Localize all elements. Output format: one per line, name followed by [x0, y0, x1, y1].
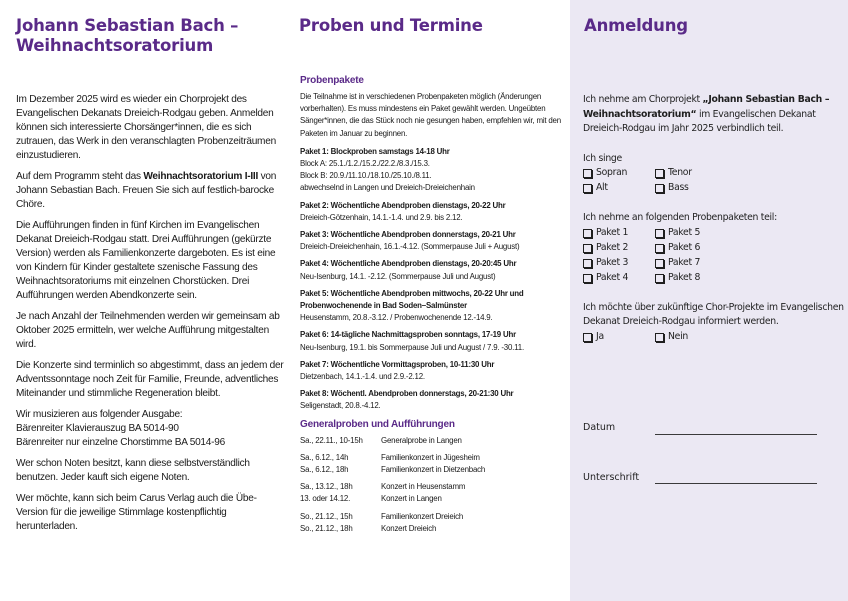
- checkbox-label: Ja: [596, 330, 604, 342]
- intro-text: [16, 93, 288, 541]
- checkbox-label: Paket 4: [596, 271, 629, 283]
- checkbox-square-icon[interactable]: [655, 259, 664, 268]
- checkbox-label: Paket 5: [668, 226, 701, 238]
- text: von Johann Sebastian Bach. Freuen Sie sich auf festlich-barocke Chöre.: [16, 171, 277, 210]
- schedule-event: Konzert in Langen: [381, 494, 442, 504]
- paket-detail: Block A: 25.1./1.2./15.2./22.2./8.3./15.3.: [300, 159, 430, 169]
- schedule-row: [300, 493, 562, 505]
- info-checkbox-ja[interactable]: [583, 330, 655, 345]
- checkbox-label: Paket 7: [668, 256, 701, 268]
- date-label: Datum: [583, 422, 616, 433]
- paragraph-intro: Im Dezember 2025 wird es wieder ein Chorprojekt des Evangelischen Dekanats Dreieich-Rodgau geben. Anmelden können sich interessierte Chorsänger*innen, die es sich zutrauen, das Werk in den veranschlagten Probenzeiträumen einzustudieren.: [16, 94, 276, 161]
- paket-5: [300, 288, 562, 325]
- pakete-intro: Die Teilnahme ist in verschiedenen Probenpaketen möglich (Änderungen vorberhalten). Es muss mindestens ein Paket gewählt werden. Ungeübten Sänger*innen, die das Stück noch nie gesungen haben, empfehlen wir, mit den Paketen im Januar zu beginnen.: [300, 92, 561, 138]
- paket-checkbox-paket-5[interactable]: [655, 226, 755, 241]
- paragraph-assignment: Je nach Anzahl der Teilnehmenden werden wir gemeinsam ab Oktober 2025 ermitteln, wer welche Aufführung mitgestalten wird.: [16, 311, 280, 350]
- voice-checkbox-sopran[interactable]: [583, 166, 655, 181]
- schedule-event: Familienkonzert in Dietzenbach: [381, 465, 486, 475]
- checkbox-square-icon[interactable]: [655, 169, 664, 178]
- checkbox-square-icon[interactable]: [583, 169, 592, 178]
- schedule-event: Generalprobe in Langen: [381, 435, 462, 445]
- info-options: [583, 330, 845, 345]
- checkbox-square-icon[interactable]: [583, 333, 592, 342]
- checkbox-square-icon[interactable]: [583, 229, 592, 238]
- middle-column: [290, 0, 570, 601]
- paket-checkbox-paket-7[interactable]: [655, 256, 755, 271]
- schedule-row: [300, 464, 562, 476]
- paragraph-schedule: Die Konzerte sind terminlich so abgestimmt, dass an jedem der Adventssonntage noch Zeit für Familie, Freunde, adventliches Miteinander und stimmliche Regeneration bleibt.: [16, 360, 284, 399]
- date-field[interactable]: [655, 434, 817, 435]
- paket-checkbox-paket-8[interactable]: [655, 271, 755, 286]
- paket-checkbox-paket-3[interactable]: [583, 256, 655, 271]
- paket-detail: Heusenstamm, 20.8.-3.12. / Probenwochenende 12.-14.9.: [300, 313, 493, 323]
- checkbox-square-icon[interactable]: [583, 259, 592, 268]
- commitment-text: [583, 93, 845, 137]
- pakete-group: [583, 211, 845, 286]
- checkbox-label: Paket 3: [596, 256, 629, 268]
- signature-label: Unterschrift: [583, 472, 640, 483]
- checkbox-square-icon[interactable]: [583, 184, 592, 193]
- paket-detail: abwechselnd in Langen und Dreieich-Dreieichenhain: [300, 183, 475, 193]
- schedule-event: Familienkonzert in Jügesheim: [381, 452, 480, 462]
- paket-title: Paket 3: Wöchentliche Abendproben donnerstags, 20-21 Uhr: [300, 230, 516, 240]
- checkbox-label: Sopran: [596, 167, 628, 179]
- paragraph-carus: Wer möchte, kann sich beim Carus Verlag auch die Übe-Version für die jeweilige Stimmlage kostenpflichtig herunterladen.: [16, 493, 257, 532]
- text: Bärenreiter Klavierauszug BA 5014-90: [16, 423, 179, 434]
- info-label: Ich möchte über zukünftige Chor-Projekte im Evangelischen Dekanat Dreieich-Rodgau informiert werden.: [583, 301, 844, 327]
- schedule-date: So., 21.12., 15h: [300, 511, 353, 521]
- registration-panel: [570, 0, 848, 601]
- voice-group: [583, 152, 845, 197]
- checkbox-square-icon[interactable]: [583, 244, 592, 253]
- paragraph-program: [16, 170, 288, 212]
- checkbox-label: Tenor: [668, 167, 692, 179]
- schedule-row: [300, 452, 562, 464]
- left-column: [0, 0, 290, 601]
- paket-checkbox-paket-6[interactable]: [655, 241, 755, 256]
- signature-field[interactable]: [655, 483, 817, 484]
- paket-3: [300, 229, 562, 253]
- schedule-date: Sa., 6.12., 14h: [300, 452, 349, 462]
- text: Bärenreiter nur einzelne Chorstimme BA 5014-96: [16, 437, 225, 448]
- schedule-date: So., 21.12., 18h: [300, 523, 353, 533]
- text: Wir musizieren aus folgender Ausgabe:: [16, 409, 183, 420]
- schedule-group: [300, 511, 562, 535]
- checkbox-square-icon[interactable]: [655, 274, 664, 283]
- schedule-event: Familienkonzert Dreieich: [381, 511, 464, 521]
- pakete-label: Ich nehme an folgenden Probenpaketen teil:: [583, 212, 777, 223]
- paragraph-own-scores: Wer schon Noten besitzt, kann diese selbstverständlich benutzen. Jeder kauft sich eigene Noten.: [16, 458, 250, 483]
- paragraph-edition: [16, 408, 288, 450]
- paket-2: [300, 200, 562, 224]
- paket-title: Paket 4: Wöchentliche Abendproben dienstags, 20-20:45 Uhr: [300, 259, 517, 269]
- paragraph-performances: Die Aufführungen finden in fünf Kirchen im Evangelischen Dekanat Dreieich-Rodgau statt. Drei Aufführungen (gekürzte Version) werden als Familienkonzerte dargeboten. Es ist eine von Kindern für Kinder gestaltete szenische Fassung des Weihnachtsoratoriums mit einzelnen Chorstücken. Drei Aufführungen werden Abendkonzerte sein.: [16, 220, 276, 301]
- checkbox-square-icon[interactable]: [655, 229, 664, 238]
- paket-detail: Dreieich-Götzenhain, 14.1.-1.4. und 2.9. bis 2.12.: [300, 212, 463, 222]
- paket-title: Paket 7: Wöchentliche Vormittagsproben, 10-11:30 Uhr: [300, 359, 495, 369]
- paket-detail: Neu-Isenburg, 14.1. -2.12. (Sommerpause Juli und August): [300, 271, 496, 281]
- paket-detail: Dreieich-Dreieichenhain, 16.1.-4.12. (Sommerpause Juli + August): [300, 242, 520, 252]
- checkbox-label: Paket 1: [596, 226, 629, 238]
- paket-title: Paket 6: 14-tägliche Nachmittagsproben sonntags, 17-19 Uhr: [300, 330, 516, 340]
- paket-4: [300, 258, 562, 282]
- rehearsal-info: [300, 74, 562, 540]
- schedule-date: Sa., 13.12., 18h: [300, 482, 353, 492]
- paket-checkbox-paket-4[interactable]: [583, 271, 655, 286]
- checkbox-label: Paket 6: [668, 241, 701, 253]
- paket-title: Paket 8: Wöchentl. Abendproben donnerstags, 20-21:30 Uhr: [300, 389, 514, 399]
- paket-6: [300, 329, 562, 353]
- paket-title: Paket 2: Wöchentliche Abendproben dienstags, 20-22 Uhr: [300, 200, 506, 210]
- schedule-date: Sa., 6.12., 18h: [300, 465, 349, 475]
- checkbox-square-icon[interactable]: [583, 274, 592, 283]
- text: im Evangelischen Dekanat Dreieich-Rodgau im Jahr 2025 verbindlich teil.: [583, 108, 816, 134]
- paket-detail: Seligenstadt, 20.8.-4.12.: [300, 401, 381, 411]
- schedule-row: [300, 523, 562, 535]
- info-group: [583, 301, 845, 345]
- schedule-group: [300, 435, 562, 447]
- checkbox-label: Bass: [668, 182, 689, 194]
- paket-checkbox-paket-1[interactable]: [583, 226, 655, 241]
- subheading-probenpakete: Probenpakete: [300, 75, 364, 86]
- schedule-event: Konzert Dreieich: [381, 523, 437, 533]
- paket-detail: Dietzenbach, 14.1.-1.4. und 2.9.-2.12.: [300, 372, 425, 382]
- pakete-list: [300, 146, 562, 413]
- paket-8: [300, 388, 562, 412]
- schedule-date: Sa., 22.11., 10-15h: [300, 435, 363, 445]
- schedule-group: [300, 452, 562, 476]
- schedule-event: Konzert in Heusenstamm: [381, 482, 466, 492]
- pakete-options: [583, 226, 845, 286]
- paket-1: [300, 146, 562, 195]
- schedule-list: [300, 435, 562, 535]
- schedule-row: [300, 481, 562, 493]
- checkbox-label: Paket 2: [596, 241, 629, 253]
- section-title: Proben und Termine: [299, 16, 483, 35]
- checkbox-square-icon[interactable]: [655, 184, 664, 193]
- schedule-row: [300, 511, 562, 523]
- voice-checkbox-bass[interactable]: [655, 181, 755, 196]
- paket-checkbox-paket-2[interactable]: [583, 241, 655, 256]
- paket-7: [300, 359, 562, 383]
- schedule-row: [300, 435, 562, 447]
- checkbox-label: Paket 8: [668, 271, 701, 283]
- checkbox-label: Alt: [596, 182, 608, 194]
- paket-title: Paket 1: Blockproben samstags 14-18 Uhr: [300, 146, 450, 156]
- voice-checkbox-alt[interactable]: [583, 181, 655, 196]
- work-title: Weihnachtsoratorium I-III: [143, 171, 259, 182]
- paket-title: Paket 5: Wöchentliche Abendproben mittwochs, 20-22 Uhr und Probenwochenende in Bad Soden–Salmünster: [300, 288, 524, 311]
- project-name: „Johann Sebastian Bach – Weihnachtsoratorium“: [583, 94, 830, 120]
- paket-detail: Neu-Isenburg, 19.1. bis Sommerpause Juli und August / 7.9. -30.11.: [300, 342, 524, 352]
- schedule-group: [300, 481, 562, 505]
- text: Ich nehme am Chorprojekt: [583, 94, 703, 105]
- info-checkbox-nein[interactable]: [655, 330, 755, 345]
- checkbox-label: Nein: [668, 330, 688, 342]
- page-title: Johann Sebastian Bach – Weihnachtsoratorium: [16, 16, 239, 55]
- paket-detail: Block B: 20.9./11.10./18.10./25.10./8.11.: [300, 171, 432, 181]
- checkbox-square-icon[interactable]: [655, 333, 664, 342]
- voice-options: [583, 166, 845, 196]
- voice-label: Ich singe: [583, 152, 622, 164]
- registration-form: [583, 93, 845, 360]
- checkbox-square-icon[interactable]: [655, 244, 664, 253]
- subheading-auffuehrungen: Generalproben und Aufführungen: [300, 418, 455, 430]
- voice-checkbox-tenor[interactable]: [655, 166, 755, 181]
- schedule-date: 13. oder 14.12.: [300, 494, 351, 504]
- registration-title: Anmeldung: [584, 16, 688, 35]
- text: Auf dem Programm steht das: [16, 171, 144, 182]
